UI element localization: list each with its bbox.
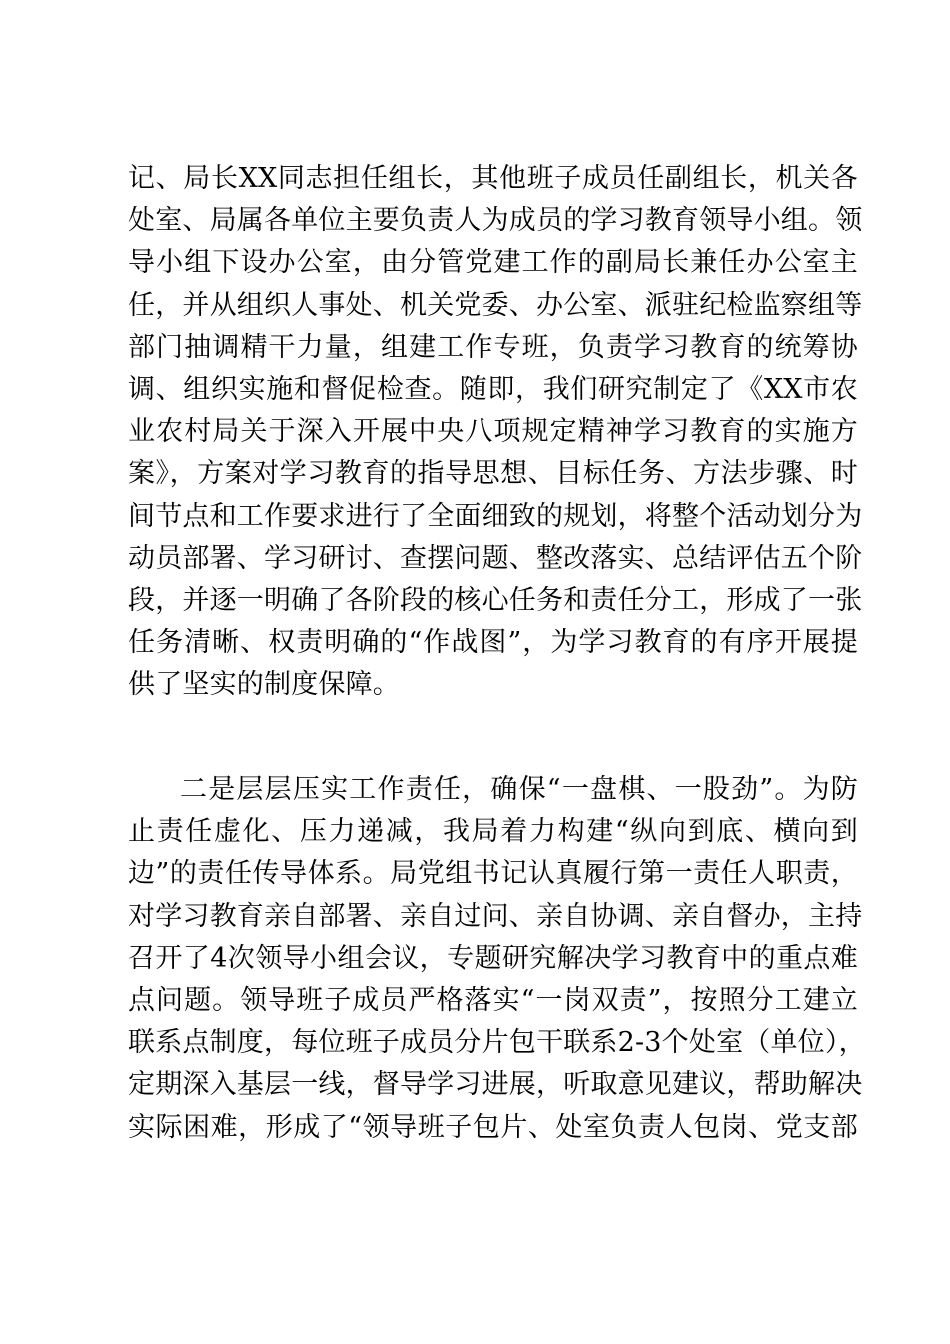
text-line: 点问题。领导班子成员严格落实“一岗双责”，按照分工建立 bbox=[128, 984, 858, 1016]
text-line: 边”的责任传导体系。局党组书记认真履行第一责任人职责， bbox=[128, 858, 858, 890]
text-line: 间节点和工作要求进行了全面细致的规划，将整个活动划分为 bbox=[128, 500, 863, 532]
text-line: 部门抽调精干力量，组建工作专班，负责学习教育的统筹协 bbox=[128, 331, 858, 363]
text-line: 导小组下设办公室，由分管党建工作的副局长兼任办公室主 bbox=[128, 247, 858, 279]
text-line: 处室、局属各单位主要负责人为成员的学习教育领导小组。领 bbox=[128, 205, 863, 237]
text-line: 召开了4次领导小组会议，专题研究解决学习教育中的重点难 bbox=[128, 942, 858, 974]
text-line: 调、组织实施和督促检查。随即，我们研究制定了《XX市农 bbox=[128, 373, 858, 405]
paragraph-responsibility bbox=[128, 769, 866, 1149]
text-line: 任务清晰、权责明确的“作战图”，为学习教育的有序开展提 bbox=[128, 627, 858, 659]
text-line: 动员部署、学习研讨、查摆问题、整改落实、总结评估五个阶 bbox=[128, 542, 863, 574]
text-line: 实际困难，形成了“领导班子包片、处室负责人包岗、党支部 bbox=[128, 1111, 858, 1143]
text-line: 记、局长XX同志担任组长，其他班子成员任副组长，机关各 bbox=[128, 163, 858, 194]
paragraph-leadership-group bbox=[128, 158, 863, 706]
text-line: 止责任虚化、压力递减，我局着力构建“纵向到底、横向到 bbox=[128, 816, 858, 848]
text-line: 案》，方案对学习教育的指导思想、目标任务、方法步骤、时 bbox=[128, 458, 858, 490]
text-line: 业农村局关于深入开展中央八项规定精神学习教育的实施方 bbox=[128, 416, 858, 448]
text-line: 联系点制度，每位班子成员分片包干联系2-3个处室（单位）， bbox=[128, 1027, 866, 1059]
text-line: 任，并从组织人事处、机关党委、办公室、派驻纪检监察组等 bbox=[128, 289, 863, 321]
text-line: 二是层层压实工作责任，确保“一盘棋、一股劲”。为防 bbox=[180, 774, 858, 805]
text-line: 段，并逐一明确了各阶段的核心任务和责任分工，形成了一张 bbox=[128, 584, 863, 616]
text-line: 供了坚实的制度保障。 bbox=[128, 669, 400, 701]
text-line: 对学习教育亲自部署、亲自过问、亲自协调、亲自督办，主持 bbox=[128, 900, 863, 932]
text-line: 定期深入基层一线，督导学习进展，听取意见建议，帮助解决 bbox=[128, 1069, 863, 1101]
